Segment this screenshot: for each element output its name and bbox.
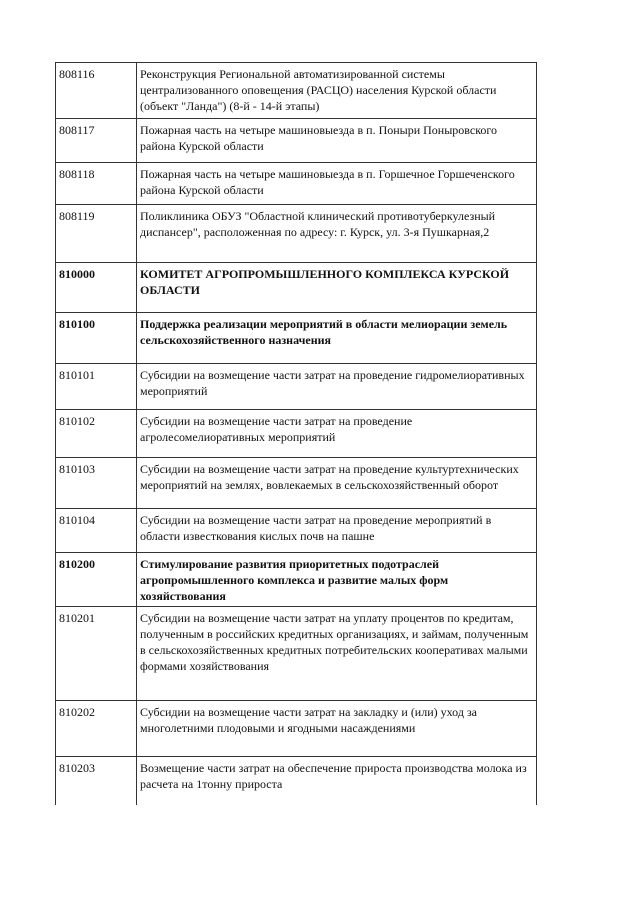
row-code: 808116 <box>56 63 137 119</box>
row-code: 810104 <box>56 509 137 553</box>
row-description: Реконструкция Региональной автоматизированной системы централизованного оповещения (РАСЦО) населения Курской области (объект "Ланда") (8-й - 14-й этапы) <box>137 63 537 119</box>
row-code: 810000 <box>56 263 137 313</box>
row-description: Пожарная часть на четыре машиновыезда в п. Горшечное Горшеченского района Курской области <box>137 163 537 205</box>
row-description: Пожарная часть на четыре машиновыезда в п. Поныри Поныровского района Курской области <box>137 119 537 163</box>
row-code: 810202 <box>56 701 137 757</box>
row-description: Поддержка реализации мероприятий в области мелиорации земель сельскохозяйственного назначения <box>137 313 537 364</box>
table-row <box>56 509 537 553</box>
row-description: Субсидии на возмещение части затрат на проведение культуртехнических мероприятий на землях, вовлекаемых в сельскохозяйственный оборот <box>137 458 537 509</box>
row-description: Субсидии на возмещение части затрат на закладку и (или) уход за многолетними плодовыми и ягодными насаждениями <box>137 701 537 757</box>
row-code: 810103 <box>56 458 137 509</box>
row-description: Поликлиника ОБУЗ "Областной клинический противотуберкулезный диспансер", расположенная по адресу: г. Курск, ул. 3-я Пушкарная,2 <box>137 205 537 263</box>
table-row <box>56 119 537 163</box>
row-description: КОМИТЕТ АГРОПРОМЫШЛЕННОГО КОМПЛЕКСА КУРСКОЙ ОБЛАСТИ <box>137 263 537 313</box>
table-row <box>56 163 537 205</box>
table-row <box>56 410 537 458</box>
row-code: 808117 <box>56 119 137 163</box>
row-code: 810101 <box>56 364 137 410</box>
table-row <box>56 701 537 757</box>
row-description: Субсидии на возмещение части затрат на проведение гидромелиоративных мероприятий <box>137 364 537 410</box>
row-code: 810200 <box>56 553 137 607</box>
table-row <box>56 607 537 701</box>
row-code: 810203 <box>56 757 137 805</box>
row-code: 808119 <box>56 205 137 263</box>
row-description: Субсидии на возмещение части затрат на уплату процентов по кредитам, полученным в российских кредитных организациях, и займам, полученным в сельскохозяйственных кредитных потребительских кооперативах малыми формами хозяйствования <box>137 607 537 701</box>
table-row <box>56 458 537 509</box>
row-description: Возмещение части затрат на обеспечение прироста производства молока из расчета на 1тонну прироста <box>137 757 537 805</box>
row-description: Субсидии на возмещение части затрат на проведение мероприятий в области известкования кислых почв на пашне <box>137 509 537 553</box>
row-description: Субсидии на возмещение части затрат на проведение агролесомелиоративных мероприятий <box>137 410 537 458</box>
table-row <box>56 63 537 119</box>
table-row <box>56 313 537 364</box>
budget-codes-table <box>55 62 537 805</box>
row-description: Стимулирование развития приоритетных подотраслей агропромышленного комплекса и развитие малых форм хозяйствования <box>137 553 537 607</box>
row-code: 810201 <box>56 607 137 701</box>
table-row <box>56 364 537 410</box>
row-code: 810100 <box>56 313 137 364</box>
row-code: 810102 <box>56 410 137 458</box>
row-code: 808118 <box>56 163 137 205</box>
table-row <box>56 553 537 607</box>
table-row <box>56 205 537 263</box>
table-row <box>56 757 537 805</box>
table-row <box>56 263 537 313</box>
